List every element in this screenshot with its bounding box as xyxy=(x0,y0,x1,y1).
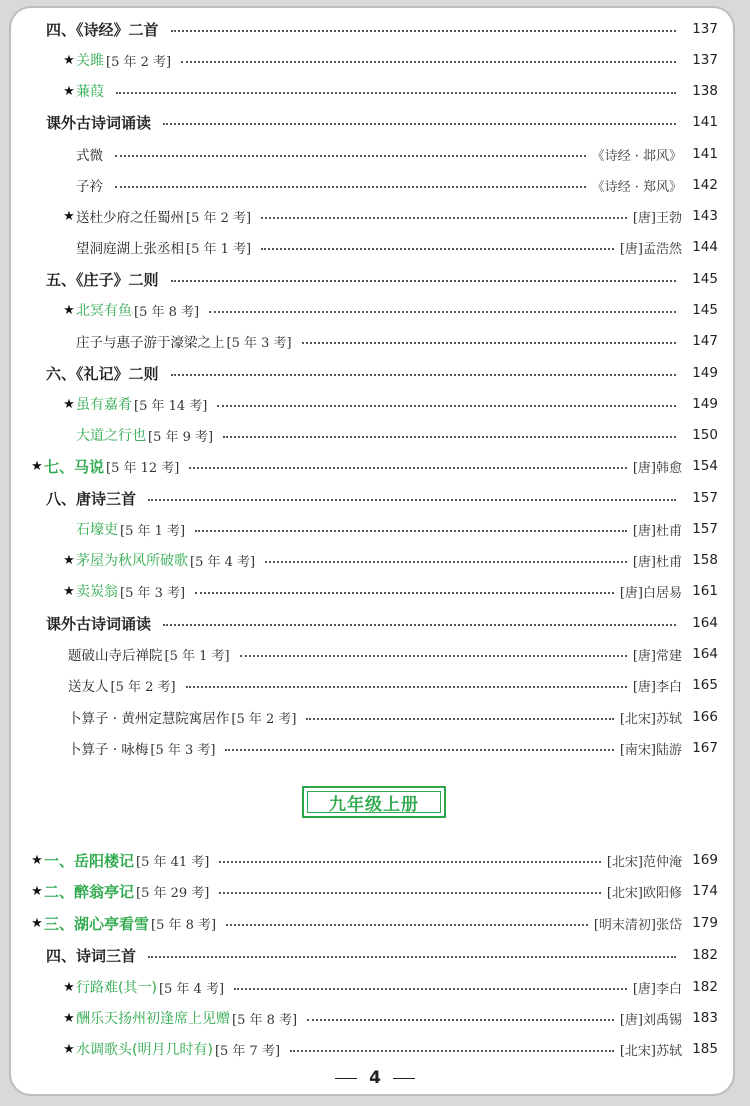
dot-leader xyxy=(225,749,613,751)
entry-title: 水调歌头(明月几时有) xyxy=(76,1042,213,1058)
star-icon: ★ xyxy=(31,915,43,931)
exam-count: [5 年 14 考] xyxy=(134,398,208,414)
page-ref: 183 xyxy=(692,1010,718,1026)
exam-count: [5 年 2 考] xyxy=(110,679,176,695)
dot-leader xyxy=(171,374,676,376)
toc-entry[interactable] xyxy=(0,483,750,513)
entry-author: [北宋]欧阳修 xyxy=(606,885,682,901)
exam-count: [5 年 2 考] xyxy=(106,54,172,70)
page-ref: 137 xyxy=(692,21,718,37)
entry-title: 七、马说 xyxy=(44,457,105,476)
dot-leader xyxy=(219,861,600,863)
toc-entry[interactable] xyxy=(0,845,750,875)
toc-entry[interactable] xyxy=(0,358,750,388)
dot-leader xyxy=(261,248,614,250)
star-icon: ★ xyxy=(31,852,43,868)
entry-title: 大道之行也 xyxy=(76,428,146,444)
exam-count: [5 年 4 考] xyxy=(158,981,225,997)
entry-author: [唐]杜甫 xyxy=(632,523,682,539)
page-ref: 182 xyxy=(692,947,718,963)
toc-entry[interactable] xyxy=(0,940,750,970)
entry-title: 庄子与惠子游于濠梁之上 xyxy=(76,335,225,351)
exam-count: [5 年 1 考] xyxy=(186,241,252,257)
toc-entry[interactable] xyxy=(0,576,750,606)
page-ref: 169 xyxy=(692,852,718,868)
page-ref: 143 xyxy=(692,208,718,224)
page-ref: 149 xyxy=(692,396,718,412)
page-ref: 167 xyxy=(692,740,718,756)
entry-title: 一、岳阳楼记 xyxy=(44,851,135,870)
star-icon: ★ xyxy=(63,208,75,224)
toc-entry[interactable] xyxy=(0,451,750,481)
dot-leader xyxy=(148,956,676,958)
star-icon: ★ xyxy=(63,552,75,568)
page-ref: 141 xyxy=(692,146,718,162)
toc-entry[interactable] xyxy=(0,232,750,262)
toc-entry[interactable] xyxy=(0,326,750,356)
star-icon: ★ xyxy=(63,979,75,995)
entry-author: [唐]李白 xyxy=(632,981,682,997)
page-ref: 142 xyxy=(692,177,718,193)
entry-author: [唐]孟浩然 xyxy=(619,241,682,257)
entry-author: 《诗经 · 郑风》 xyxy=(591,179,682,195)
dot-leader xyxy=(302,342,676,344)
dot-leader xyxy=(307,1019,614,1021)
entry-title: 六、《礼记》二则 xyxy=(46,364,159,383)
page-ref: 149 xyxy=(692,365,718,381)
dot-leader xyxy=(234,988,627,990)
exam-count: [5 年 1 考] xyxy=(120,523,186,539)
exam-count: [5 年 41 考] xyxy=(136,854,210,870)
toc-entry[interactable] xyxy=(0,733,750,763)
page-ref: 144 xyxy=(692,239,718,255)
entry-title: 式微 xyxy=(76,148,103,164)
dot-leader xyxy=(261,217,627,219)
entry-title: 送友人 xyxy=(68,679,109,695)
toc-entry[interactable] xyxy=(0,876,750,906)
toc-entry[interactable] xyxy=(0,420,750,450)
dot-leader xyxy=(217,405,676,407)
entry-author: [北宋]范仲淹 xyxy=(606,854,682,870)
dot-leader xyxy=(171,280,676,282)
page-ref: 154 xyxy=(692,458,718,474)
exam-count: [5 年 1 考] xyxy=(164,648,230,664)
page-ref: 138 xyxy=(692,83,718,99)
page-number: 4 xyxy=(369,1068,381,1088)
dot-leader xyxy=(226,924,588,926)
star-icon: ★ xyxy=(63,52,75,68)
toc-entry[interactable] xyxy=(0,264,750,294)
page-ref: 185 xyxy=(692,1041,718,1057)
grade-banner-label: 九年级上册 xyxy=(329,794,419,815)
toc-entry[interactable] xyxy=(0,139,750,169)
entry-author: [唐]韩愈 xyxy=(632,460,682,476)
page-ref: 145 xyxy=(692,302,718,318)
dot-leader xyxy=(290,1050,614,1052)
toc-entry[interactable] xyxy=(0,514,750,544)
star-icon: ★ xyxy=(63,83,75,99)
page-ref: 158 xyxy=(692,552,718,568)
entry-title: 五、《庄子》二则 xyxy=(46,270,159,289)
entry-author: [唐]白居易 xyxy=(619,585,682,601)
star-icon: ★ xyxy=(31,458,43,474)
entry-title: 课外古诗词诵读 xyxy=(46,113,152,132)
toc-entry[interactable] xyxy=(0,702,750,732)
dot-leader xyxy=(186,686,627,688)
dot-leader xyxy=(306,718,613,720)
page-ref: 161 xyxy=(692,583,718,599)
dot-leader xyxy=(115,155,586,157)
toc-entry[interactable] xyxy=(0,1003,750,1033)
toc-entry[interactable] xyxy=(0,608,750,638)
dot-leader xyxy=(181,61,676,63)
entry-title: 关雎 xyxy=(76,53,104,69)
page-ref: 141 xyxy=(692,114,718,130)
footer-dash-left xyxy=(335,1078,357,1079)
entry-title: 子衿 xyxy=(76,179,103,195)
exam-count: [5 年 7 考] xyxy=(214,1043,281,1059)
entry-title: 二、醉翁亭记 xyxy=(44,882,135,901)
entry-title: 题破山寺后禅院 xyxy=(68,648,163,664)
entry-author: [唐]杜甫 xyxy=(632,554,682,570)
entry-author: [明末清初]张岱 xyxy=(593,917,682,933)
star-icon: ★ xyxy=(63,1041,75,1057)
entry-author: [唐]王勃 xyxy=(632,210,682,226)
page-ref: 164 xyxy=(692,646,718,662)
toc-entry[interactable] xyxy=(0,972,750,1002)
entry-title: 八、唐诗三首 xyxy=(46,489,137,508)
page-ref: 157 xyxy=(692,521,718,537)
entry-title: 四、《诗经》二首 xyxy=(46,20,159,39)
toc-entry[interactable] xyxy=(0,45,750,75)
toc-entry[interactable] xyxy=(0,201,750,231)
dot-leader xyxy=(171,30,676,32)
exam-count: [5 年 3 考] xyxy=(150,742,216,758)
entry-title: 卖炭翁 xyxy=(76,584,118,600)
entry-title: 虽有嘉肴 xyxy=(76,397,132,413)
entry-title: 课外古诗词诵读 xyxy=(46,614,152,633)
dot-leader xyxy=(148,499,676,501)
entry-title: 三、湖心亭看雪 xyxy=(44,914,150,933)
star-icon: ★ xyxy=(63,1010,75,1026)
exam-count: [5 年 8 考] xyxy=(134,304,200,320)
exam-count: [5 年 9 考] xyxy=(148,429,214,445)
toc-entry[interactable] xyxy=(0,1034,750,1064)
dot-leader xyxy=(219,892,600,894)
toc-entry[interactable] xyxy=(0,389,750,419)
page-footer xyxy=(0,1068,750,1088)
entry-author: [唐]李白 xyxy=(632,679,682,695)
exam-count: [5 年 12 考] xyxy=(106,460,180,476)
toc-entry[interactable] xyxy=(0,670,750,700)
page-ref: 150 xyxy=(692,427,718,443)
entry-author: [唐]常建 xyxy=(632,648,682,664)
dot-leader xyxy=(195,592,614,594)
page-ref: 147 xyxy=(692,333,718,349)
entry-title: 卜算子 · 咏梅 xyxy=(68,742,149,758)
entry-title: 茅屋为秋风所破歌 xyxy=(76,553,188,569)
dot-leader xyxy=(223,436,676,438)
exam-count: [5 年 3 考] xyxy=(120,585,186,601)
dot-leader xyxy=(240,655,627,657)
toc-entry[interactable] xyxy=(0,14,750,44)
dot-leader xyxy=(163,123,676,125)
entry-title: 送杜少府之任蜀州 xyxy=(76,210,184,226)
toc-entry[interactable] xyxy=(0,908,750,938)
page-ref: 174 xyxy=(692,883,718,899)
entry-title: 卜算子 · 黄州定慧院寓居作 xyxy=(68,711,230,727)
page-ref: 166 xyxy=(692,709,718,725)
dot-leader xyxy=(209,311,676,313)
star-icon: ★ xyxy=(63,302,75,318)
dot-leader xyxy=(116,92,676,94)
page-ref: 157 xyxy=(692,490,718,506)
entry-title: 酬乐天扬州初逢席上见赠 xyxy=(76,1011,230,1027)
exam-count: [5 年 29 考] xyxy=(136,885,210,901)
entry-title: 北冥有鱼 xyxy=(76,303,132,319)
exam-count: [5 年 4 考] xyxy=(190,554,256,570)
toc-entry[interactable] xyxy=(0,545,750,575)
entry-title: 四、诗词三首 xyxy=(46,946,137,965)
page-ref: 137 xyxy=(692,52,718,68)
dot-leader xyxy=(189,467,626,469)
dot-leader xyxy=(265,561,627,563)
entry-title: 石壕吏 xyxy=(76,522,118,538)
page-ref: 179 xyxy=(692,915,718,931)
exam-count: [5 年 2 考] xyxy=(231,711,297,727)
dot-leader xyxy=(163,624,676,626)
page-ref: 165 xyxy=(692,677,718,693)
entry-author: 《诗经 · 邶风》 xyxy=(591,148,682,164)
toc-entry[interactable] xyxy=(0,639,750,669)
entry-author: [唐]刘禹锡 xyxy=(619,1012,682,1028)
toc-entry[interactable] xyxy=(0,76,750,106)
page-ref: 164 xyxy=(692,615,718,631)
entry-title: 望洞庭湖上张丞相 xyxy=(76,241,184,257)
dot-leader xyxy=(195,530,627,532)
exam-count: [5 年 8 考] xyxy=(232,1012,298,1028)
entry-author: [南宋]陆游 xyxy=(619,742,682,758)
dot-leader xyxy=(115,186,586,188)
exam-count: [5 年 2 考] xyxy=(186,210,252,226)
star-icon: ★ xyxy=(63,583,75,599)
star-icon: ★ xyxy=(31,883,43,899)
entry-author: [北宋]苏轼 xyxy=(619,1043,682,1059)
toc-entry[interactable] xyxy=(0,170,750,200)
page-ref: 182 xyxy=(692,979,718,995)
toc-entry[interactable] xyxy=(0,295,750,325)
entry-title: 行路难(其一) xyxy=(76,980,157,996)
toc-entry[interactable] xyxy=(0,107,750,137)
page-ref: 145 xyxy=(692,271,718,287)
exam-count: [5 年 8 考] xyxy=(151,917,217,933)
footer-dash-right xyxy=(393,1078,415,1079)
grade-banner xyxy=(302,786,446,818)
entry-title: 蒹葭 xyxy=(76,84,104,100)
entry-author: [北宋]苏轼 xyxy=(619,711,682,727)
star-icon: ★ xyxy=(63,396,75,412)
exam-count: [5 年 3 考] xyxy=(226,335,292,351)
